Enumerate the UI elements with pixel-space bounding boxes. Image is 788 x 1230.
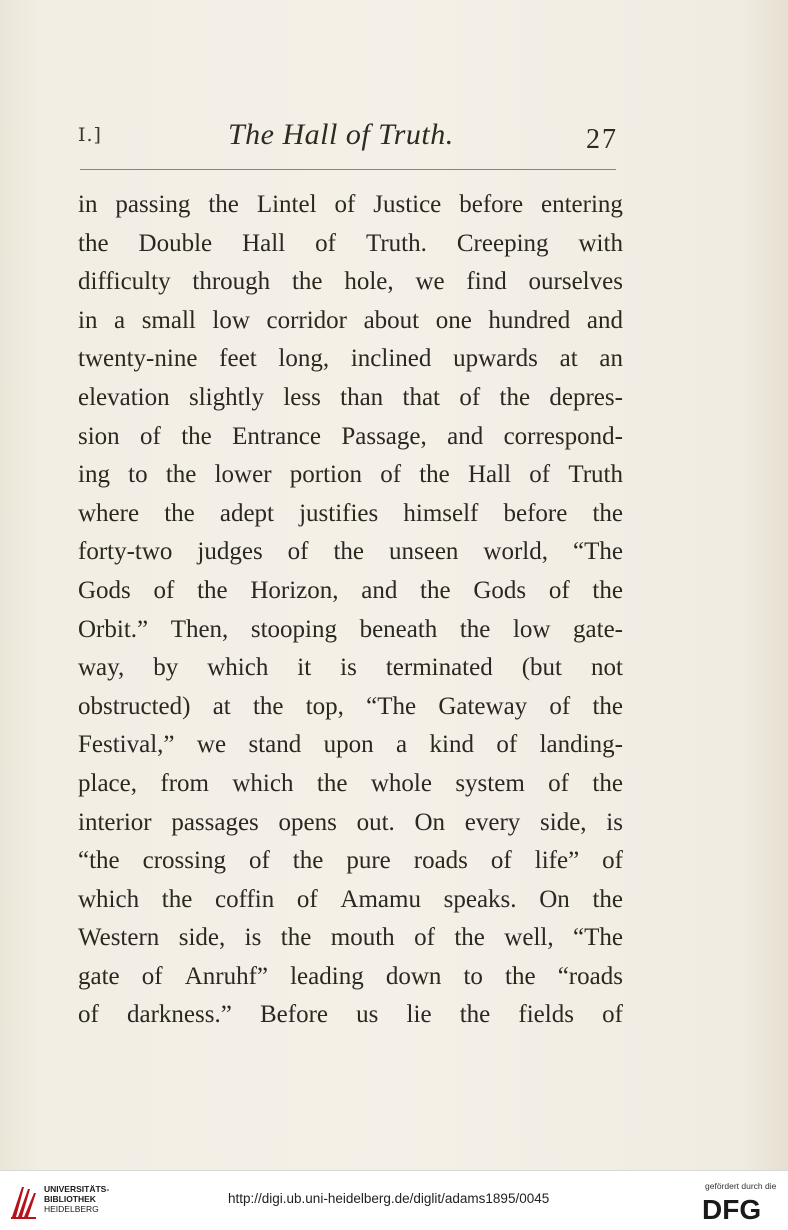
word: lie <box>406 1001 432 1029</box>
word: unseen <box>389 538 459 566</box>
running-head <box>78 118 618 158</box>
text-line <box>78 649 623 688</box>
word: Then, <box>170 615 229 643</box>
word: the <box>164 499 195 527</box>
word: the <box>291 268 323 296</box>
word: On <box>539 885 570 913</box>
word: of <box>78 1001 99 1029</box>
word: kind <box>429 731 474 759</box>
word: we <box>415 268 445 296</box>
word: inclined <box>350 345 432 373</box>
word: of <box>414 924 435 952</box>
word: of <box>548 576 570 604</box>
word: of <box>496 731 518 759</box>
word: Truth. <box>365 229 427 257</box>
word: coffin <box>215 885 275 913</box>
word: at <box>212 692 231 720</box>
word: where <box>78 499 140 527</box>
word: the <box>505 962 536 990</box>
word: which <box>232 769 294 797</box>
text-line <box>78 765 623 804</box>
body-text <box>78 186 623 1035</box>
word: side, <box>178 924 226 952</box>
word: by <box>153 654 179 682</box>
word: crossing <box>142 847 226 875</box>
text-line <box>78 688 623 727</box>
word: we <box>196 731 227 759</box>
word: slightly <box>188 383 264 411</box>
university-library-logo-icon <box>8 1181 38 1221</box>
word: elevation <box>78 383 170 411</box>
word: mouth <box>330 924 395 952</box>
word: of <box>602 1001 623 1029</box>
word: portion <box>289 461 362 489</box>
word: Western <box>78 924 160 952</box>
word: Hall <box>242 229 286 257</box>
word: passages <box>171 808 259 836</box>
word: “roads <box>557 962 623 990</box>
word: “The <box>572 538 623 566</box>
word: gate <box>78 962 120 990</box>
word: of <box>549 692 571 720</box>
word: out. <box>356 808 395 836</box>
word: of <box>296 885 318 913</box>
word: difficulty <box>78 268 171 296</box>
word: and <box>586 306 623 334</box>
running-title: The Hall of Truth. <box>228 118 454 151</box>
word: of <box>141 962 163 990</box>
word: adept <box>219 499 274 527</box>
word: the <box>420 576 451 604</box>
word: lower <box>214 461 272 489</box>
word: Passage, <box>341 422 427 450</box>
text-line <box>78 186 623 225</box>
text-line <box>78 495 623 534</box>
word: Before <box>259 1001 328 1029</box>
word: passing <box>115 191 191 218</box>
word: before <box>459 191 524 218</box>
word: and <box>361 576 398 604</box>
text-line <box>78 340 623 379</box>
word: of <box>287 538 309 566</box>
word: the <box>592 499 623 527</box>
word: with <box>578 229 623 257</box>
word: roads <box>413 847 468 875</box>
word: opens <box>278 808 337 836</box>
word: of <box>334 191 356 218</box>
word: is <box>340 654 357 682</box>
word: “The <box>573 924 623 952</box>
word: Horizon, <box>250 576 339 604</box>
word: Creeping <box>456 229 549 257</box>
word: before <box>503 499 568 527</box>
word: of <box>380 461 402 489</box>
word: twenty-nine <box>78 345 198 373</box>
word: world, <box>483 538 548 566</box>
word: not <box>590 654 623 682</box>
word: Gateway <box>438 692 528 720</box>
word: terminated <box>385 654 493 682</box>
word: sion <box>78 422 120 450</box>
word: speaks. <box>443 885 517 913</box>
word: justifies <box>299 499 379 527</box>
word: stand <box>248 731 302 759</box>
word: the <box>459 1001 491 1029</box>
footer-bar <box>0 1170 788 1230</box>
word: one <box>435 306 472 334</box>
word: less <box>283 383 321 411</box>
word: long, <box>278 345 330 373</box>
text-line <box>78 842 623 881</box>
word: well, <box>504 924 554 952</box>
library-name-line2: BIBLIOTHEK <box>44 1194 96 1204</box>
library-name-line1: UNIVERSITÄTS- <box>44 1184 110 1194</box>
word: in <box>78 306 98 334</box>
word: of <box>315 229 336 257</box>
word: than <box>340 383 384 411</box>
word: a <box>114 306 126 334</box>
word: feet <box>219 345 257 373</box>
word: hole, <box>344 268 394 296</box>
word: to <box>128 461 148 489</box>
text-line <box>78 726 623 765</box>
word: the <box>454 924 485 952</box>
word: the <box>592 885 623 913</box>
word: the <box>181 422 212 450</box>
word: Gods <box>473 576 527 604</box>
word: the <box>197 576 228 604</box>
word: Gods <box>78 576 131 604</box>
text-line <box>78 263 623 302</box>
text-line <box>78 302 623 341</box>
word: the <box>161 885 193 913</box>
funder-caption: gefördert durch die <box>705 1181 777 1191</box>
word: is <box>244 924 262 952</box>
word: it <box>297 654 312 682</box>
word: that <box>402 383 441 411</box>
word: (but <box>521 654 562 682</box>
word: whole <box>370 769 432 797</box>
word: of <box>153 576 175 604</box>
word: On <box>414 808 446 836</box>
text-line <box>78 418 623 457</box>
word: forty-two <box>78 538 173 566</box>
library-name <box>44 1184 109 1214</box>
word: depres- <box>549 383 623 411</box>
word: way, <box>78 654 125 682</box>
word: Orbit.” <box>78 615 149 643</box>
word: Double <box>138 229 213 257</box>
word: low <box>512 615 551 643</box>
word: hundred <box>488 306 571 334</box>
word: entering <box>541 191 623 218</box>
word: the <box>292 847 324 875</box>
word: the <box>419 461 450 489</box>
word: top, <box>305 692 344 720</box>
word: Truth <box>568 461 623 489</box>
word: “The <box>366 692 417 720</box>
word: the <box>252 692 284 720</box>
section-marker: I.] <box>78 124 102 146</box>
word: to <box>463 962 483 990</box>
word: gate- <box>573 615 623 643</box>
word: about <box>363 306 420 334</box>
word: fields <box>518 1001 574 1029</box>
word: the <box>592 692 623 720</box>
text-line <box>78 996 623 1035</box>
word: ourselves <box>528 268 623 296</box>
text-line <box>78 804 623 843</box>
header-rule <box>80 169 616 170</box>
word: Hall <box>468 461 512 489</box>
word: life” <box>534 847 580 875</box>
permalink-url[interactable]: http://digi.ub.uni-heidelberg.de/diglit/adams1895/0045 <box>228 1191 550 1206</box>
word: the <box>592 769 623 797</box>
word: Anruhf” <box>184 962 268 990</box>
word: which <box>78 885 140 913</box>
word: stooping <box>250 615 337 643</box>
word: system <box>455 769 525 797</box>
word: corridor <box>266 306 348 334</box>
word: Festival,” <box>78 731 175 759</box>
word: upon <box>323 731 374 759</box>
word: ing <box>78 461 110 489</box>
word: Entrance <box>232 422 321 450</box>
word: obstructed) <box>78 692 191 720</box>
word: upwards <box>453 345 538 373</box>
word: and <box>447 422 484 450</box>
word: the <box>78 229 109 257</box>
word: the <box>316 769 348 797</box>
word: a <box>396 731 408 759</box>
word: Amamu <box>340 885 421 913</box>
word: interior <box>78 808 152 836</box>
word: through <box>192 268 271 296</box>
word: the <box>592 576 623 604</box>
text-line <box>78 919 623 958</box>
word: the <box>208 191 239 218</box>
word: landing- <box>539 731 623 759</box>
word: leading <box>290 962 364 990</box>
word: in <box>78 191 98 218</box>
word: correspond- <box>503 422 623 450</box>
word: an <box>599 345 623 373</box>
word: place, <box>78 769 137 797</box>
library-name-line3: HEIDELBERG <box>44 1204 99 1214</box>
funder-name: DFG <box>702 1194 762 1223</box>
text-line <box>78 225 623 264</box>
word: beneath <box>359 615 438 643</box>
word: judges <box>197 538 263 566</box>
text-line <box>78 533 623 572</box>
word: which <box>207 654 269 682</box>
word: the <box>459 615 491 643</box>
word: darkness.” <box>126 1001 232 1029</box>
word: the <box>333 538 365 566</box>
word: at <box>559 345 578 373</box>
word: every <box>464 808 521 836</box>
word: of <box>548 769 569 797</box>
word: low <box>212 306 250 334</box>
word: from <box>160 769 209 797</box>
word: himself <box>403 499 479 527</box>
word: of <box>602 847 623 875</box>
text-line <box>78 456 623 495</box>
word: the <box>165 461 197 489</box>
dfg-logo-icon <box>700 1191 780 1223</box>
word: small <box>141 306 196 334</box>
word: of <box>140 422 161 450</box>
word: “the <box>78 847 120 875</box>
word: down <box>385 962 442 990</box>
word: of <box>459 383 481 411</box>
word: is <box>606 808 623 836</box>
text-line <box>78 881 623 920</box>
word: Justice <box>373 191 442 218</box>
text-line <box>78 611 623 650</box>
word: of <box>248 847 270 875</box>
word: of <box>529 461 551 489</box>
text-line <box>78 958 623 997</box>
word: side, <box>540 808 587 836</box>
text-line <box>78 572 623 611</box>
text-line <box>78 379 623 418</box>
word: of <box>490 847 512 875</box>
page-number: 27 <box>586 124 618 155</box>
word: the <box>499 383 531 411</box>
word: find <box>466 268 507 296</box>
word: Lintel <box>256 191 317 218</box>
word: the <box>280 924 312 952</box>
word: us <box>356 1001 379 1029</box>
word: pure <box>346 847 391 875</box>
